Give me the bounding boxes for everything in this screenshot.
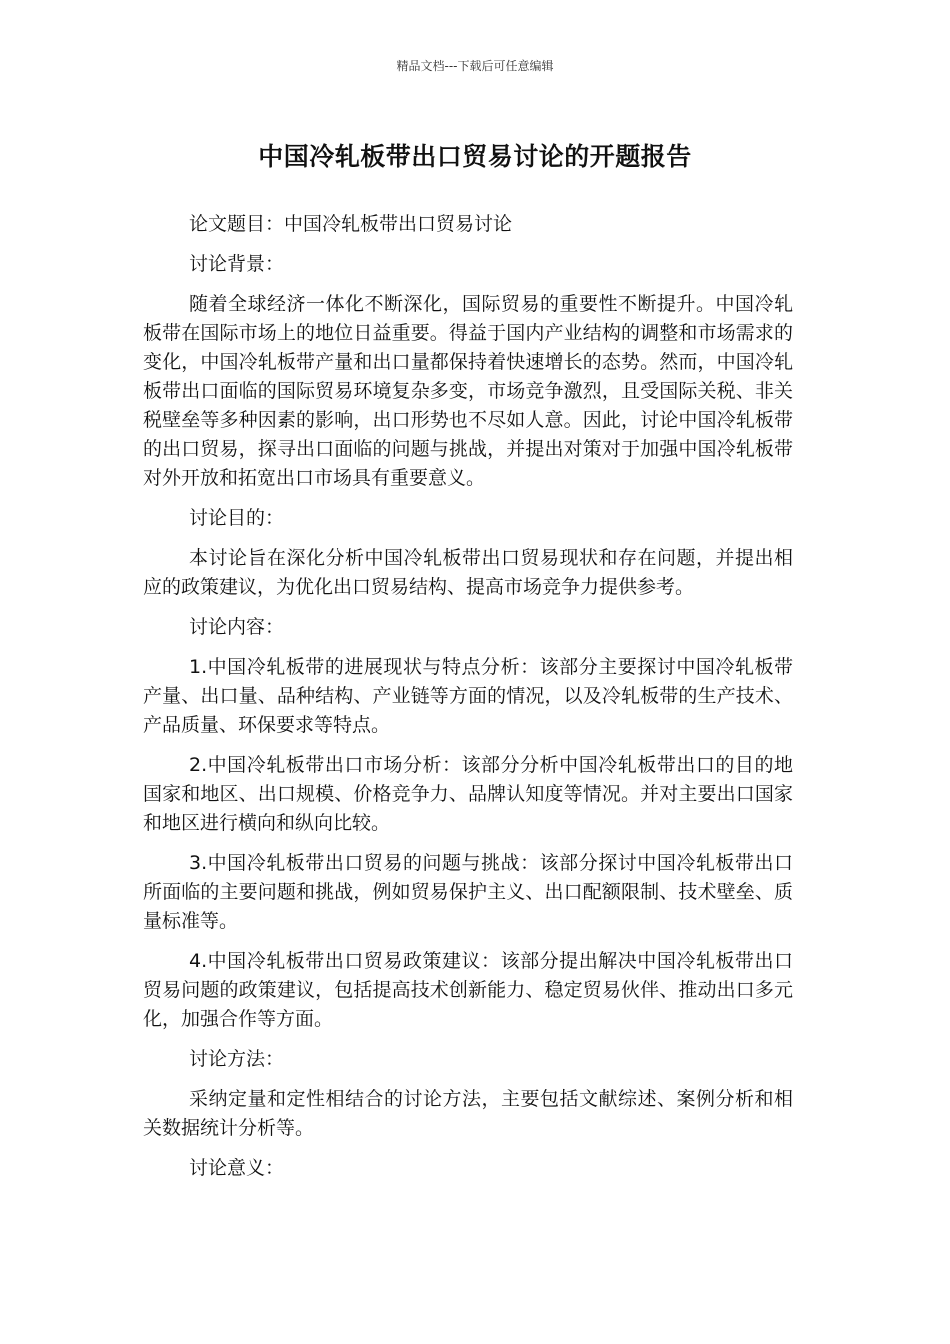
method-paragraph: 采纳定量和定性相结合的讨论方法，主要包括文献综述、案例分析和相关数据统计分析等。 <box>143 1088 793 1139</box>
document-body <box>143 210 793 1194</box>
document-title: 中国冷轧板带出口贸易讨论的开题报告 <box>258 142 692 171</box>
content-item-4: 4.中国冷轧板带出口贸易政策建议：该部分提出解决中国冷轧板带出口贸易问题的政策建议，包括提高技术创新能力、稳定贸易伙伴、推动出口多元化，加强合作等方面。 <box>143 950 793 1030</box>
section-heading-method: 讨论方法： <box>189 1048 285 1070</box>
header-note: 精品文档---下载后可任意编辑 <box>396 59 554 73</box>
content-item-3: 3.中国冷轧板带出口贸易的问题与挑战：该部分探讨中国冷轧板带出口所面临的主要问题和挑战，例如贸易保护主义、出口配额限制、技术壁垒、质量标准等。 <box>143 852 793 932</box>
content-item-1: 1.中国冷轧板带的进展现状与特点分析：该部分主要探讨中国冷轧板带产量、出口量、品种结构、产业链等方面的情况，以及冷轧板带的生产技术、产品质量、环保要求等特点。 <box>143 656 793 736</box>
purpose-paragraph: 本讨论旨在深化分析中国冷轧板带出口贸易现状和存在问题，并提出相应的政策建议，为优化出口贸易结构、提高市场竞争力提供参考。 <box>143 547 793 598</box>
section-heading-background: 讨论背景： <box>189 253 285 275</box>
content-item-2: 2.中国冷轧板带出口市场分析：该部分分析中国冷轧板带出口的目的地国家和地区、出口规模、价格竞争力、品牌认知度等情况。并对主要出口国家和地区进行横向和纵向比较。 <box>143 754 793 834</box>
background-paragraph: 随着全球经济一体化不断深化，国际贸易的重要性不断提升。中国冷轧板带在国际市场上的地位日益重要。得益于国内产业结构的调整和市场需求的变化，中国冷轧板带产量和出口量都保持着快速增长的态势。然而，中国冷轧板带出口面临的国际贸易环境复杂多变，市场竞争激烈，且受国际关税、非关税壁垒等多种因素的影响，出口形势也不尽如人意。因此，讨论中国冷轧板带的出口贸易，探寻出口面临的问题与挑战，并提出对策对于加强中国冷轧板带对外开放和拓宽出口市场具有重要意义。 <box>143 293 793 489</box>
section-heading-purpose: 讨论目的： <box>189 507 285 529</box>
section-heading-content: 讨论内容： <box>189 616 285 638</box>
section-heading-significance: 讨论意义： <box>189 1157 285 1179</box>
thesis-topic-line: 论文题目：中国冷轧板带出口贸易讨论 <box>189 213 513 235</box>
